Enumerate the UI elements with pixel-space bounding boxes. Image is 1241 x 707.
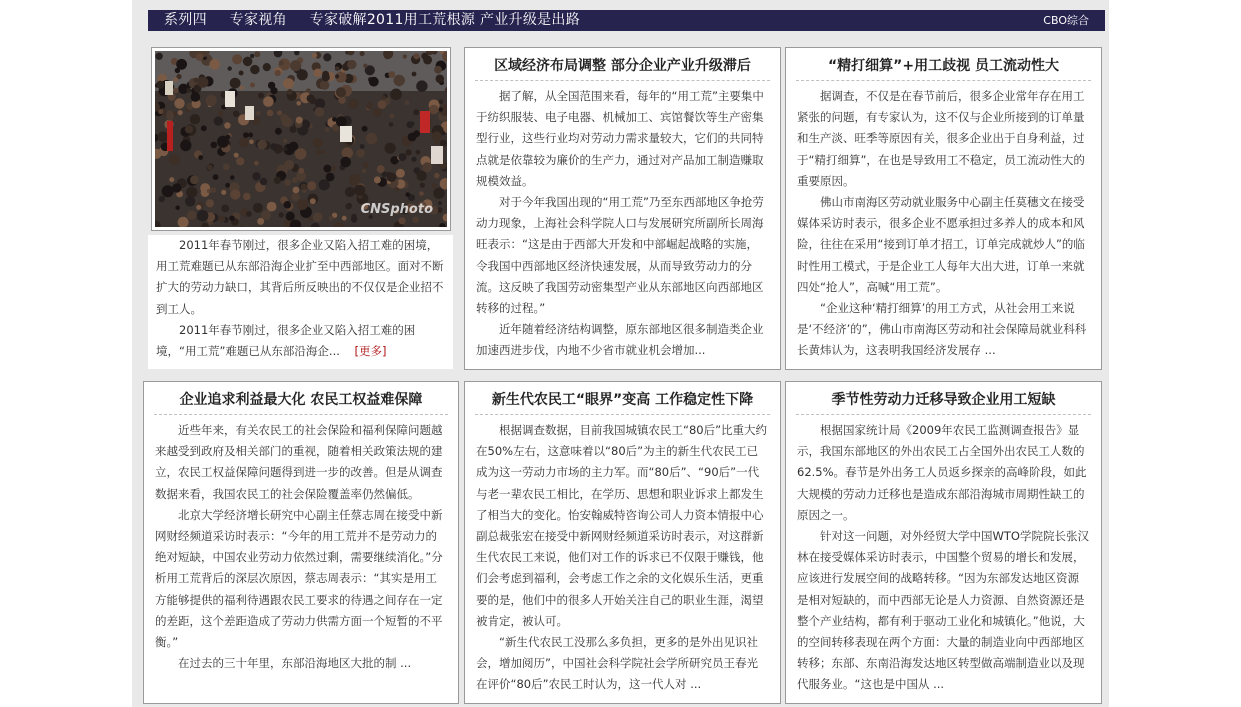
- article-title[interactable]: 企业追求利益最大化 农民工权益难保障: [154, 390, 448, 415]
- article-body: [155, 420, 447, 701]
- article-body: [797, 86, 1090, 367]
- article-paragraph: 根据国家统计局《2009年农民工监测调查报告》显示，我国东部地区的外出农民工占全国外出农民工人数的62.5%。春节是外出务工人员返乡探亲的高峰阶段，如此大规模的劳动力迁移也是造成东部沿海城市周期性缺工的原因之一。: [797, 423, 1087, 522]
- article-card-precise: [785, 47, 1102, 370]
- article-card-seasonal: [785, 381, 1102, 704]
- article-paragraph: 在过去的三十年里，东部沿海地区大批的制 ...: [178, 656, 412, 671]
- article-body: [797, 420, 1090, 701]
- lead-paragraph-2: 2011年春节刚过，很多企业又陷入招工难的困境，“用工荒”难题已从东部沿海企... [更多]: [156, 322, 416, 359]
- article-paragraph: 根据调查数据，目前我国城镇农民工“80后”比重大约在50%左右，这意味着以“80后”为主的新生代农民工已成为这一劳动力市场的主力军。而“80后”、“90后”一代与老一辈农民工相比，在学历、思想和职业诉求上都发生了相当大的变化。怡安翰威特咨询公司人力资本情报中心副总裁张宏在接受中新网财经频道采访时表示，对这群新生代农民工来说，他们对工作的诉求已不仅限于赚钱，他们会考虑到福利，会考虑工作之余的文化娱乐生活，更重要的是，他们中的很多人开始关注自己的职业生涯，渴望被肯定，被认可。: [476, 423, 768, 628]
- article-body: [476, 420, 769, 701]
- headline: 专家破解2011用工荒根源 产业升级是出路: [309, 12, 581, 28]
- article-paragraph: 据调查，不仅是在春节前后，很多企业常年存在用工紧张的问题，有专家认为，这不仅与企业所接到的订单量和生产淡、旺季等原因有关，很多企业出于自身利益，过于“精打细算”，在也是导致用工不稳定，员工流动性大的重要原因。: [797, 89, 1085, 188]
- article-paragraph: 近些年来，有关农民工的社会保险和福利保障问题越来越受到政府及相关部门的重视，随着相关政策法规的建立，农民工权益保障问题得到进一步的改善。但是从调查数据来看，我国农民工的社会保险覆盖率仍然偏低。: [155, 423, 443, 501]
- more-link[interactable]: [更多]: [354, 344, 387, 359]
- article-title[interactable]: “精打细算”+用工歧视 员工流动性大: [796, 56, 1091, 81]
- site-label[interactable]: CBO综合: [1043, 14, 1089, 27]
- article-card-new-generation: [464, 381, 781, 704]
- article-paragraph: 针对这一问题，对外经贸大学中国WTO学院院长张汉林在接受媒体采访时表示，中国整个贸易的增长和发展，应该进行发展空间的战略转移。“因为东部发达地区资源是相对短缺的，而中西部无论是人力资源、自然资源还是整个产业结构，都有利于驱动工业化和城镇化。”他说，大的空间转移表现在两个方面：大量的制造业向中西部地区转移；东部、东南沿海发达地区转型做高端制造业以及现代服务业。“这也是中国从 ...: [797, 529, 1089, 692]
- article-paragraph: 据了解，从全国范围来看，每年的“用工荒”主要集中于纺织服装、电子电器、机械加工、宾馆餐饮等生产密集型行业，这些行业均对劳动力需求量较大，它们的共同特点就是依靠较为廉价的生产力，通过对产品加工制造赚取规模效益。: [476, 89, 764, 188]
- section-label[interactable]: 专家视角: [229, 12, 287, 28]
- lead-text: [148, 235, 453, 369]
- crowd-photo: [155, 51, 447, 227]
- photo-watermark: CNSphoto: [360, 202, 433, 217]
- series-label: 系列四: [164, 12, 207, 28]
- crowd-image: [155, 51, 447, 227]
- article-body: [476, 86, 769, 367]
- article-title[interactable]: 区域经济布局调整 部分企业产业升级滞后: [475, 56, 770, 81]
- article-paragraph: 近年随着经济结构调整，原东部地区很多制造类企业加速西进步伐，内地不少省市就业机会增加...: [476, 322, 764, 358]
- article-paragraph: “企业这种‘精打细算’的用工方式，从社会用工来说是‘不经济’的”，佛山市南海区劳动和社会保障局就业科科长黄炜认为，这表明我国经济发展存 ...: [797, 301, 1087, 358]
- article-paragraph: 对于今年我国出现的“用工荒”乃至东西部地区争抢劳动力现象，上海社会科学院人口与发展研究所副所长周海旺表示：“这是由于西部大开发和中部崛起战略的实施，令我国中西部地区经济快速发展，从而导致劳动力的分流。这反映了我国劳动密集型产业从东部地区向西部地区转移的过程。”: [476, 195, 764, 316]
- lead-paragraph: 2011年春节刚过，很多企业又陷入招工难的困境，用工荒难题已从东部沿海企业扩至中西部地区。面对不断扩大的劳动力缺口，其背后所反映出的不仅仅是企业招不到工人。: [156, 238, 444, 316]
- article-card-regional: [464, 47, 781, 370]
- article-paragraph: 佛山市南海区劳动就业服务中心副主任莫穗文在接受媒体采访时表示，很多企业不愿承担过多养人的成本和风险，往往在采用“接到订单才招工，订单完成就炒人”的临时性用工模式，于是企业工人每年大出大进，订单一来就四处“抢人”，高喊“用工荒”。: [797, 195, 1085, 294]
- article-title[interactable]: 季节性劳动力迁移导致企业用工短缺: [796, 390, 1091, 415]
- news-photo[interactable]: [151, 47, 451, 231]
- article-card-rights: [143, 381, 459, 704]
- article-paragraph: 北京大学经济增长研究中心副主任蔡志周在接受中新网财经频道采访时表示：“今年的用工荒并不是劳动力的绝对短缺，中国农业劳动力依然过剩，需要继续消化。”分析用工荒背后的深层次原因，蔡志周表示：“其实是用工方能够提供的福利待遇跟农民工要求的待遇之间存在一定的差距，这个差距造成了劳动力供需方面一个短暂的不平衡。”: [155, 507, 443, 650]
- article-title[interactable]: 新生代农民工“眼界”变高 工作稳定性下降: [475, 390, 770, 415]
- article-paragraph: “新生代农民工没那么多负担，更多的是外出见识社会，增加阅历”，中国社会科学院社会学所研究员王春光在评价“80后”农民工时认为，这一代人对 ...: [476, 635, 758, 692]
- header-title: [164, 10, 598, 31]
- header-bar: [148, 10, 1105, 31]
